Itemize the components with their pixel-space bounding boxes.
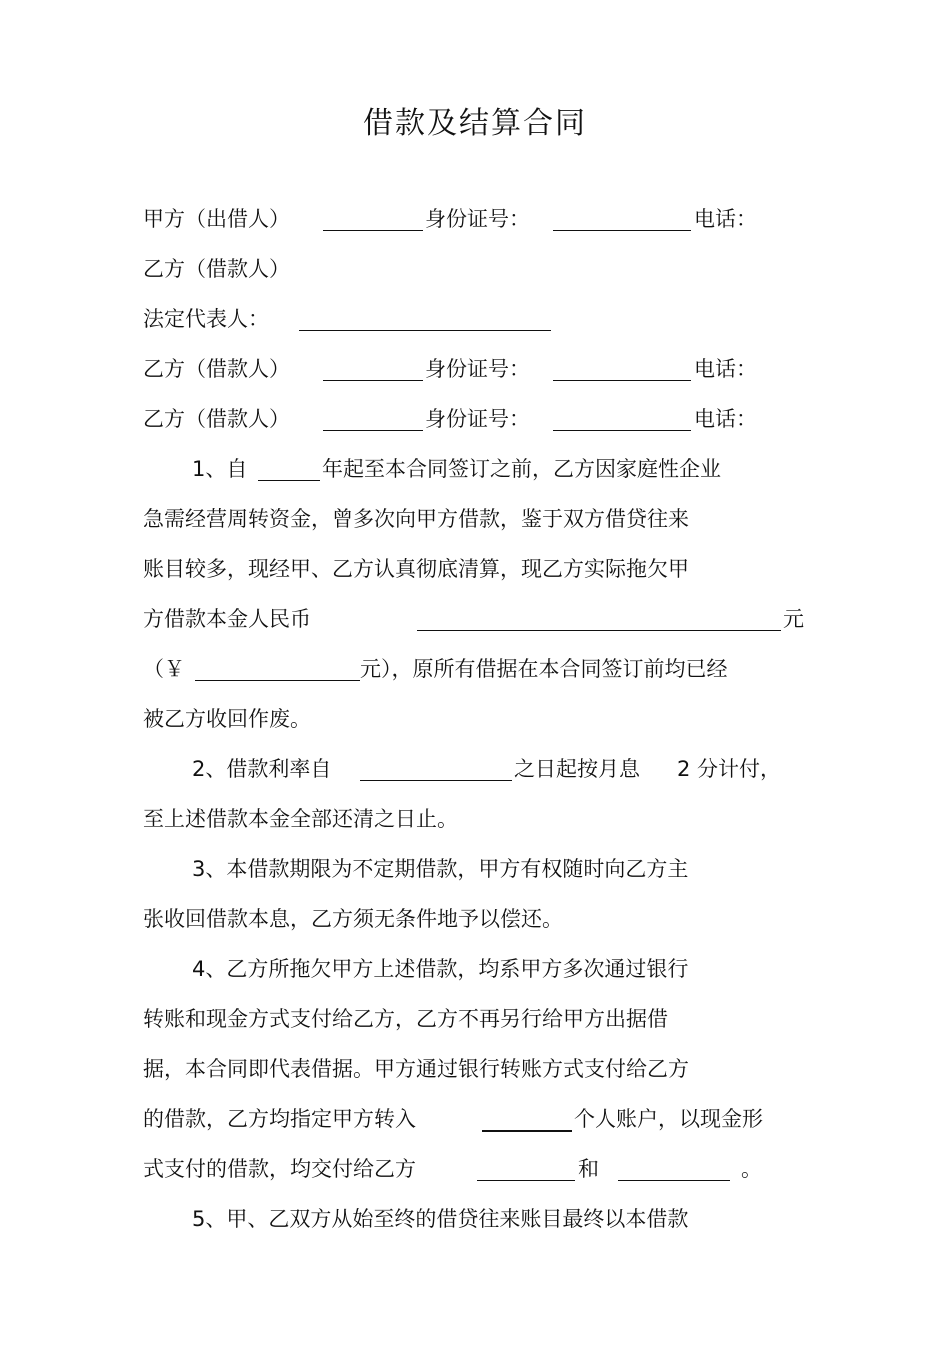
party-a-label: 甲方（出借人） — [143, 207, 290, 231]
account-holder-blank — [482, 1110, 572, 1132]
party-b-id-label: 身份证号： — [425, 357, 530, 381]
cash-recipient-blank-1 — [477, 1160, 575, 1181]
clause-2-start: 2、借款利率自 — [192, 757, 332, 781]
clause-1-line-4: 方借款本金人民币 — [143, 607, 311, 631]
interest-date-blank — [360, 760, 512, 781]
clause-4-line-1: 4、乙方所拖欠甲方上述借款，均系甲方多次通过银行 — [192, 957, 689, 981]
year-blank — [258, 460, 320, 481]
clause-1-line-5-start: （￥ — [143, 657, 185, 681]
clause-2-line-2: 至上述借款本金全部还清之日止。 — [143, 807, 458, 831]
party-a-phone-label: 电话： — [694, 207, 757, 231]
party-a-name-blank — [323, 210, 423, 231]
period: 。 — [741, 1157, 762, 1181]
party-b-id-blank — [553, 410, 691, 431]
party-a-id-blank — [553, 210, 691, 231]
yuan-unit: 元 — [783, 607, 804, 631]
party-a-id-label: 身份证号： — [425, 207, 530, 231]
principal-amount-blank — [417, 610, 781, 631]
party-b-id-blank — [553, 360, 691, 381]
clause-2-text: 之日起按月息 — [514, 757, 640, 781]
conjunction-and: 和 — [578, 1157, 599, 1181]
clause-1-start: 1、自 — [192, 457, 248, 481]
clause-1-line-3: 账目较多，现经甲、乙方认真彻底清算，现乙方实际拖欠甲 — [143, 557, 689, 581]
party-b-phone-label: 电话： — [694, 357, 757, 381]
clause-3-line-1: 3、本借款期限为不定期借款，甲方有权随时向乙方主 — [192, 857, 689, 881]
party-b-phone-label: 电话： — [694, 407, 757, 431]
party-b-label: 乙方（借款人） — [143, 407, 290, 431]
clause-1-line-2: 急需经营周转资金，曾多次向甲方借款，鉴于双方借贷往来 — [143, 507, 689, 531]
legal-rep-label: 法定代表人： — [143, 307, 269, 331]
clause-5-line-1: 5、甲、乙双方从始至终的借贷往来账目最终以本借款 — [192, 1207, 689, 1231]
party-b-label: 乙方（借款人） — [143, 357, 290, 381]
principal-figure-blank — [195, 660, 360, 681]
clause-4-line-2: 转账和现金方式支付给乙方，乙方不再另行给甲方出据借 — [143, 1007, 668, 1031]
clause-4-line-3: 据，本合同即代表借据。甲方通过银行转账方式支付给乙方 — [143, 1057, 689, 1081]
clause-4-line-4-start: 的借款，乙方均指定甲方转入 — [143, 1107, 416, 1131]
cash-recipient-blank-2 — [618, 1160, 730, 1181]
party-b-id-label: 身份证号： — [425, 407, 530, 431]
clause-4-line-5-start: 式支付的借款，均交付给乙方 — [143, 1157, 416, 1181]
clause-1-text: 年起至本合同签订之前，乙方因家庭性企业 — [322, 457, 721, 481]
clause-3-line-2: 张收回借款本息，乙方须无条件地予以偿还。 — [143, 907, 563, 931]
clause-1-line-6: 被乙方收回作废。 — [143, 707, 311, 731]
party-b-label: 乙方（借款人） — [143, 257, 290, 281]
clause-4-line-4: 个人账户，以现金形 — [574, 1107, 763, 1131]
clause-1-line-5: 元），原所有借据在本合同签订前均已经 — [360, 657, 728, 681]
legal-rep-blank — [299, 310, 551, 331]
party-b-name-blank — [323, 360, 423, 381]
clause-2-rate: 2 分计付， — [677, 757, 782, 781]
document-title: 借款及结算合同 — [363, 106, 587, 141]
party-b-name-blank — [323, 410, 423, 431]
